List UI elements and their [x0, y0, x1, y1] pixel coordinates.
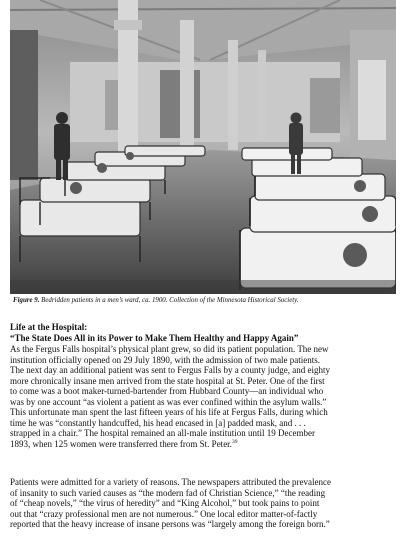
paragraph-line: of “cheap novels,” “the virus of heredity” and “King Alcohol,” but took pains to point: [10, 498, 320, 509]
section-subheading: “The State Does All in its Power to Make Them Healthy and Happy Again”: [10, 333, 299, 343]
ward-photograph-image: [10, 0, 396, 294]
paragraph-line: Patients were admitted for a variety of reasons. The newspapers attributed the prevalence: [10, 477, 331, 487]
paragraph-line: more chronically insane men arrived from the state hospital at St. Peter. One of the first: [10, 375, 325, 386]
figure-caption-text: Bedridden patients in a men’s ward, ca. 1900. Collection of the Minnesota Historical Society.: [41, 297, 299, 304]
footnote-marker: 39: [231, 438, 238, 445]
paragraph-line: As the Fergus Falls hospital’s physical plant grew, so did its patient population. The new: [10, 344, 329, 354]
paragraph-line: of insanity to such varied causes as “the modern fad of Christian Science,” “the reading: [10, 487, 326, 498]
paragraph-line: reported that the heavy increase of insane persons was “largely among the foreign born.”: [10, 519, 330, 530]
paragraph-line: strapped in a chair.” The hospital remained an all-male institution until 19 December: [10, 428, 315, 439]
paragraph-2: [10, 477, 406, 530]
paragraph-line: institution officially opened on 29 July 1890, with the admission of two male patients.: [10, 354, 321, 365]
ward-photograph: [10, 0, 396, 294]
paragraph-line-text: 1893, when 125 women were transferred there from St. Peter.: [10, 438, 232, 449]
paragraph-line-last: [10, 439, 406, 450]
paragraph-line: was by one account “as violent a patient as was ever confined within the asylum walls.”: [10, 396, 327, 407]
figure-label: Figure 9.: [13, 297, 40, 304]
section-heading: Life at the Hospital:: [10, 322, 88, 332]
paragraph-line: to come was a boot maker-turned-bartender from Hubbard County—an individual who: [10, 386, 324, 397]
paragraph-line: out that “crazy professional men are not numerous.” One local editor matter-of-factly: [10, 508, 318, 519]
paragraph-line: The next day an additional patient was sent to Fergus Falls by a county judge, and eighty: [10, 365, 331, 376]
paragraph-line: time he was “constantly handcuffed, his head encased in [a] padded mask, and . . .: [10, 417, 306, 428]
paragraph-line: This unfortunate man spent the last fifteen years of his life at Fergus Falls, during which: [10, 407, 328, 418]
paragraph-1: [10, 344, 406, 449]
figure-caption: [13, 296, 401, 305]
